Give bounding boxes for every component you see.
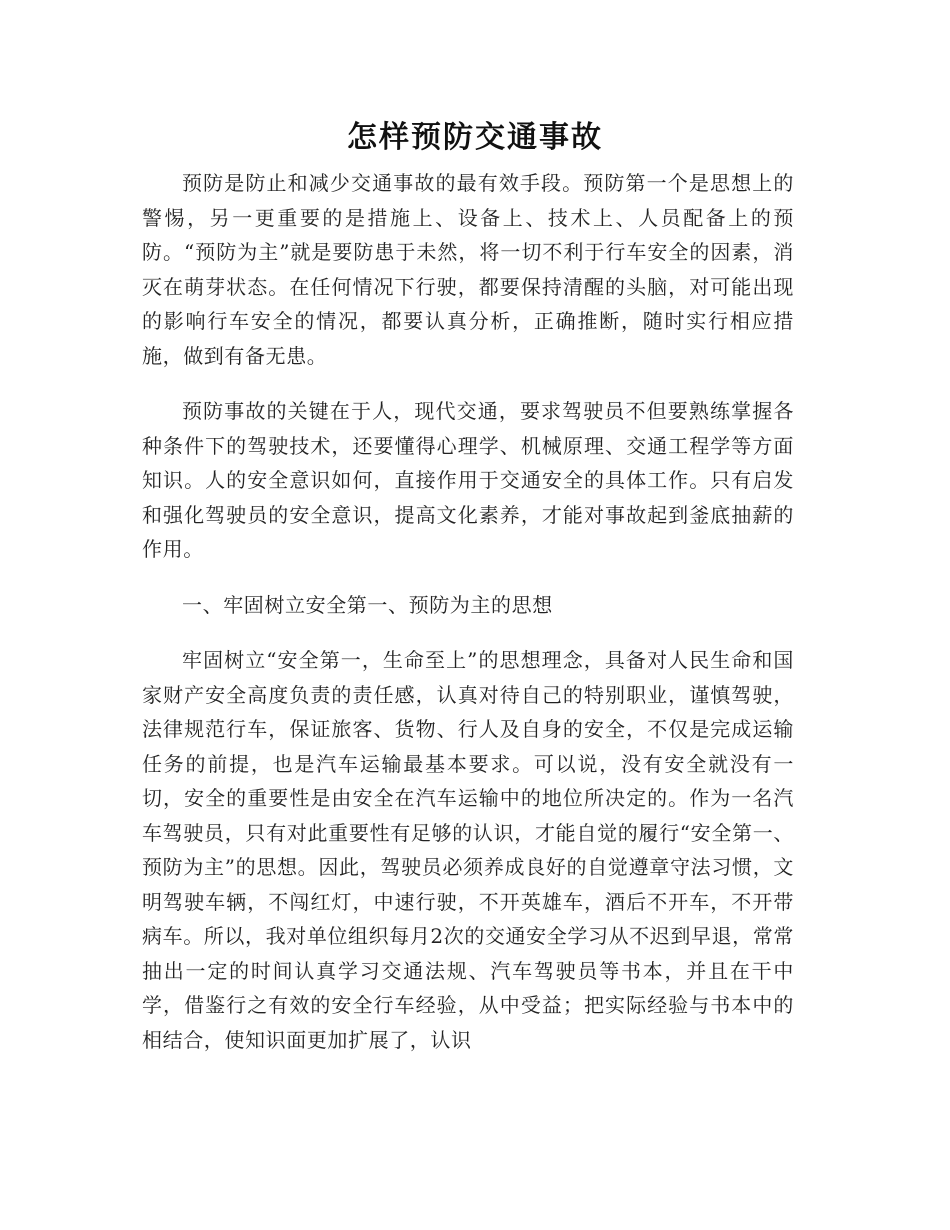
section-heading: 一、牢固树立安全第一、预防为主的思想 [182, 592, 553, 617]
paragraph-prevention: 预防是防止和减少交通事故的最有效手段。预防第一个是思想上的警惕，另一更重要的是措施上、设备上、技术上、人员配备上的预防。“预防为主”就是要防患于未然，将一切不利于行车安全的因素，消灭在萌芽状态。在任何情况下行驶，都要保持清醒的头脑，对可能出现的影响行车安全的情况，都要认真分析，正确推断，随时实行相应措施，做到有备无患。 [142, 171, 794, 368]
paragraph-key-factor: 预防事故的关键在于人，现代交通，要求驾驶员不但要熟练掌握各种条件下的驾驶技术，还要懂得心理学、机械原理、交通工程学等方面知识。人的安全意识如何，直接作用于交通安全的具体工作。只有启发和强化驾驶员的安全意识，提高文化素养，才能对事故起到釜底抽薪的作用。 [142, 399, 794, 561]
section-paragraph: 牢固树立“安全第一，生命至上”的思想理念，具备对人民生命和国家财产安全高度负责的责任感，认真对待自己的特别职业，谨慎驾驶，法律规范行车，保证旅客、货物、行人及自身的安全，不仅是完成运输任务的前提，也是汽车运输最基本要求。可以说，没有安全就没有一切，安全的重要性是由安全在汽车运输中的地位所决定的。作为一名汽车驾驶员，只有对此重要性有足够的认识，才能自觉的履行“安全第一、预防为主”的思想。因此，驾驶员必须养成良好的自觉遵章守法习惯，文明驾驶车辆，不闯红灯，中速行驶，不开英雄车，酒后不开车，不开带病车。所以，我对单位组织每月2次的交通安全学习从不迟到早退，常常抽出一定的时间认真学习交通法规、汽车驾驶员等书本，并且在干中学，借鉴行之有效的安全行车经验，从中受益；把实际经验与书本中的相结合，使知识面更加扩展了，认识 [142, 648, 794, 1052]
document-title: 怎样预防交通事故 [347, 120, 603, 155]
document-body [142, 166, 794, 1078]
